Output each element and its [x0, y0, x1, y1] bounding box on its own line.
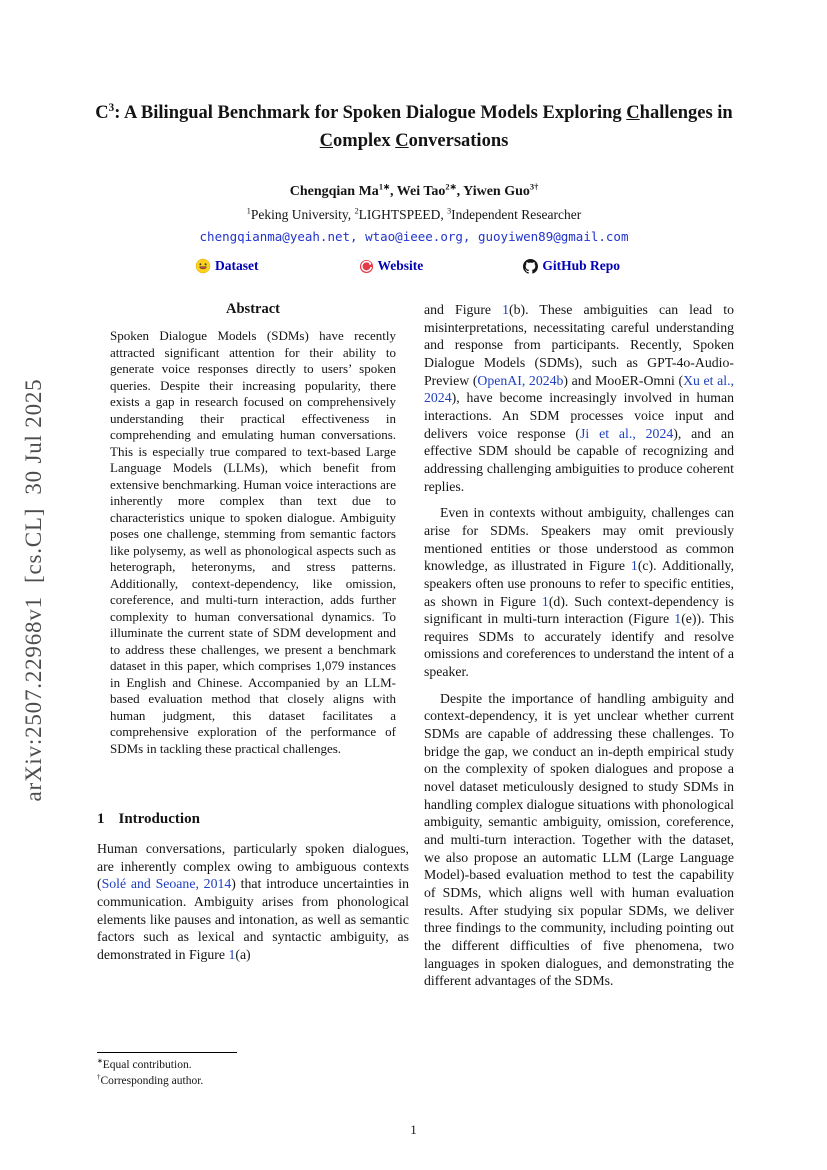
citation-link[interactable]: 1	[630, 558, 638, 574]
text-segment: 1∗	[378, 182, 391, 192]
author-emails[interactable]: chengqianma@yeah.net, wtao@ieee.org, guoyiwen89@gmail.com	[199, 229, 629, 244]
paper-title	[90, 100, 738, 156]
citation-link[interactable]: 1	[674, 611, 682, 627]
text-segment: omplex	[333, 130, 396, 151]
citation-link[interactable]: Xu et al., 2024	[424, 372, 734, 406]
text-segment: (c). Additionally, speakers often use pronouns to refer to specific entities, as shown in Figure	[424, 558, 735, 609]
text-segment: Human conversations, particularly spoken dialogues, are inherently complex owing to ambiguous contexts (	[97, 841, 409, 892]
text-segment: 2∗	[445, 182, 457, 192]
abstract-text: Spoken Dialogue Models (SDMs) have recently attracted significant attention for their ability to generate voice responses directly to users’ spoken queries. Despite their increasing popularity, there exists a gap in research focused on comprehensively understanding their practical effectiveness in comprehending and emulating human conversations. This is especially true compared to text-based Large Language Models (LLMs), which benefit from extensive benchmarking. Human voice interactions are inherently more complex than text due to characteristics unique to spoken dialogue. Ambiguity poses one challenge, stemming from semantic factors like polysemy, as well as phonological aspects such as heterograph, heteronyms, and stress patterns. Additionally, context-dependency, like omission, coreference, and multi-turn interaction, adds further complexity to human conversational dynamics. To illuminate the current state of SDM development and to address these challenges, we present a benchmark dataset in this paper, which comprises 1,079 instances in English and Chinese. Accompanied by an LLM-based evaluation method that closely aligns with human judgment, this dataset facilitates a comprehensive exploration of the performance of SDMs in tackling these practical challenges.	[110, 328, 396, 756]
section-number: 1	[97, 811, 105, 827]
footnotes	[97, 1052, 409, 1089]
text-segment: Equal contribution.	[102, 1059, 192, 1071]
text-segment: ∗	[97, 1058, 103, 1066]
left-column	[97, 301, 409, 973]
text-segment: Corresponding author.	[100, 1074, 204, 1087]
text-segment: C	[395, 130, 409, 151]
section-heading-introduction	[97, 811, 409, 828]
text-segment: 3†	[529, 182, 539, 192]
citation-link[interactable]: 1	[228, 946, 236, 962]
text-segment: : A Bilingual Benchmark for Spoken Dialogue Models Exploring	[114, 103, 627, 123]
huggingface-icon	[195, 258, 211, 274]
text-segment: 2	[354, 206, 359, 216]
footnote-corresponding-author	[97, 1074, 409, 1090]
page-number: 1	[410, 1122, 417, 1137]
citation-link[interactable]: OpenAI, 2024b	[477, 372, 564, 388]
authors-line	[90, 184, 738, 200]
affiliations-line	[90, 207, 738, 223]
github-icon	[523, 259, 538, 274]
text-segment: Peking University,	[250, 207, 355, 222]
text-segment: 3	[108, 101, 115, 114]
text-segment: ) that introduce uncertainties in communication. Ambiguity arises from phonological elements like pauses and intonation, as well as semantic factors such as lexical and syntactic ambiguity, as demonstrated in Figure	[97, 876, 409, 962]
text-segment: , Wei Tao	[390, 184, 446, 199]
right-paragraph-1	[424, 301, 734, 495]
arxiv-stamp: arXiv:2507.22968v1 [cs.CL] 30 Jul 2025	[21, 378, 46, 802]
right-paragraph-3: Despite the importance of handling ambiguity and context-dependency, it is yet unclear whether current SDMs are capable of addressing these challenges. To bridge the gap, we conduct an in-depth empirical study on the complexity of spoken dialogues and propose a novel dataset meticulously designed to study SDMs in handling complex dialogue situations with phonological ambiguity, semantic ambiguity, omission, coreference, and multi-turn interaction. Together with the dataset, we also propose an automatic LLM (Large Language Model)-based evaluation method to test the capability of SDMs, which aligns well with human evaluation results. After studying six popular SDMs, we deliver three findings to the community, including pointing out the different difficulties of five phenomena, two languages in spoken dialogues, and demonstrating the different advantages of the SDMs.	[424, 690, 734, 989]
text-segment: ), have become increasingly involved in human interactions. An SDM processes voice input and delivers voice response (	[424, 390, 734, 441]
citation-link[interactable]: 1	[502, 302, 510, 317]
text-segment: C	[319, 130, 334, 151]
text-segment: onversations	[408, 130, 509, 151]
dataset-link-label: Dataset	[215, 258, 259, 273]
text-segment: 1	[246, 206, 251, 216]
website-link-label: Website	[377, 258, 424, 273]
text-segment: LIGHTSPEED,	[358, 207, 448, 222]
text-segment: †	[97, 1073, 101, 1081]
text-segment: Even in contexts without ambiguity, challenges can arise for SDMs. Speakers may omit previously mentioned entities or those understood as common knowledge, as illustrated in Figure	[424, 505, 734, 574]
text-segment: hallenges in	[639, 103, 733, 123]
text-segment: Independent Researcher	[451, 207, 582, 222]
citation-link[interactable]: Ji et al., 2024	[580, 425, 674, 441]
text-segment: ), and an effective SDM should be capable of recognizing and addressing challenging ambiguities to produce coherent replies.	[424, 425, 734, 494]
intro-paragraph-1	[97, 840, 409, 964]
text-segment: , Yiwen Guo	[456, 184, 530, 199]
website-icon	[359, 259, 374, 274]
citation-link[interactable]: 1	[541, 593, 549, 609]
section-title: Introduction	[118, 811, 200, 827]
text-segment: C	[95, 103, 109, 123]
text-segment: Chengqian Ma	[289, 184, 379, 199]
right-paragraph-2	[424, 504, 734, 681]
footnote-equal-contribution	[97, 1058, 409, 1074]
abstract-heading: Abstract	[226, 301, 280, 317]
dataset-link[interactable]	[195, 258, 259, 274]
text-segment: (a)	[235, 946, 251, 962]
text-segment: (b). These ambiguities can lead to misinterpretations, necessitating careful understanding and response from participants. Recently, Spoken Dialogue Models (SDMs), such as GPT-4o-Audio-Preview (	[424, 302, 734, 388]
citation-link[interactable]: Solé and Seoane, 2014	[101, 876, 232, 892]
resource-links	[195, 258, 620, 274]
text-segment: ) and MooER-Omni (	[563, 372, 684, 388]
text-segment: (e)). This requires SDMs to accurately identify and resolve omissions and coreferences to understand the intent of a speaker.	[424, 611, 734, 680]
github-link-label: GitHub Repo	[542, 258, 620, 273]
right-column	[424, 301, 734, 999]
text-segment: and Figure	[424, 302, 503, 317]
github-link[interactable]	[523, 258, 620, 274]
text-segment: 3	[447, 206, 452, 216]
footnote-rule	[97, 1052, 237, 1053]
text-segment: (d). Such context-dependency is significant in multi-turn interaction (Figure	[424, 593, 734, 627]
text-segment: C	[626, 103, 640, 123]
website-link[interactable]	[359, 258, 424, 274]
